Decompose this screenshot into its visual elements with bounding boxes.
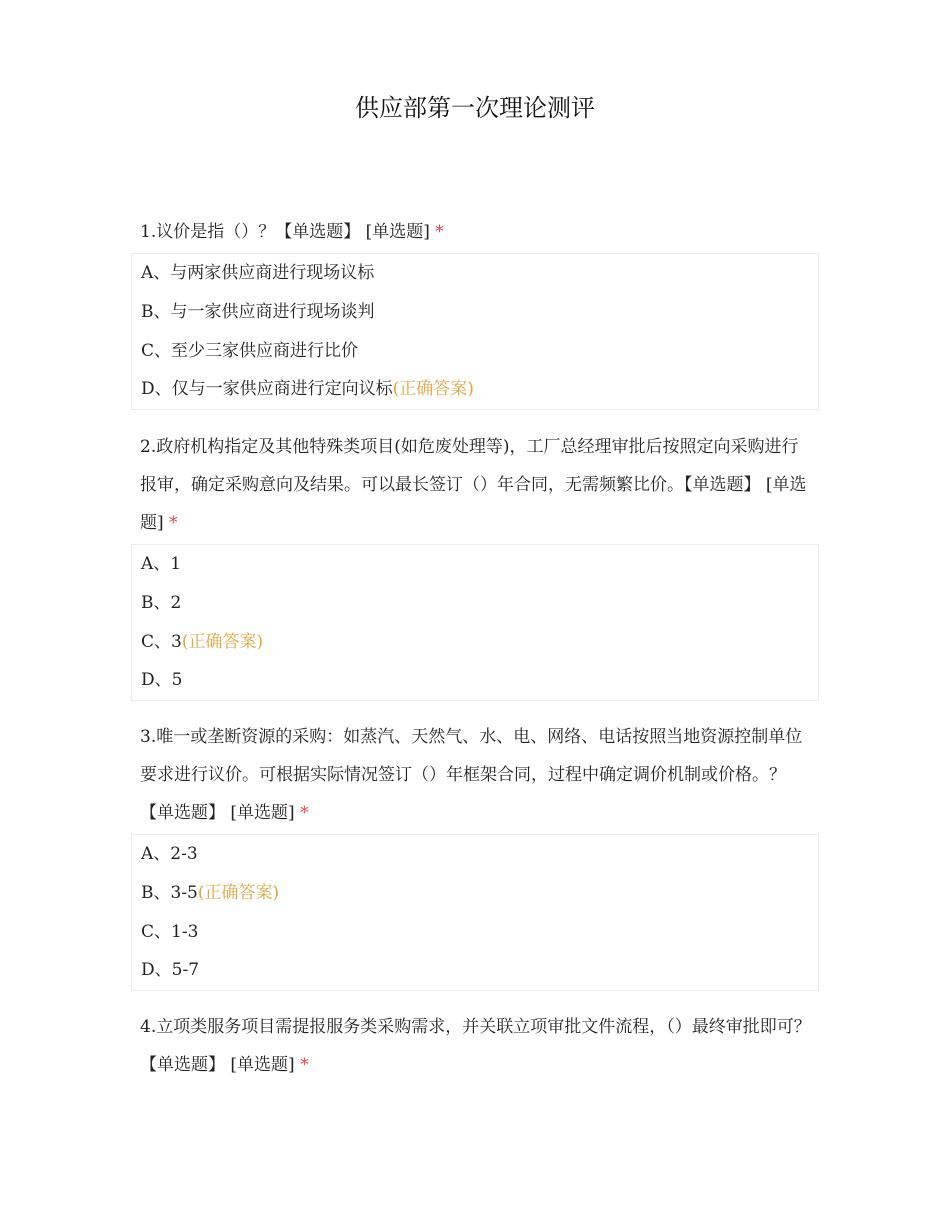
required-mark: * bbox=[300, 1055, 309, 1075]
option-b[interactable]: B、与一家供应商进行现场谈判 bbox=[141, 301, 375, 322]
question-text: 4.立项类服务项目需提报服务类采购需求，并关联立项审批文件流程，（）最终审批即可？【单选题】 [单选题] * bbox=[140, 1017, 811, 1075]
required-mark: * bbox=[435, 222, 444, 242]
options-list bbox=[131, 253, 819, 410]
page-title: 供应部第一次理论测评 bbox=[355, 94, 595, 122]
correct-answer-mark: (正确答案) bbox=[181, 631, 264, 652]
question-3 bbox=[131, 718, 819, 991]
question-text: 2.政府机构指定及其他特殊类项目(如危废处理等)，工厂总经理审批后按照定向采购进行报审，确定采购意向及结果。可以最长签订（）年合同，无需频繁比价。【单选题】 [单选题] * bbox=[140, 437, 807, 533]
question-text: 3.唯一或垄断资源的采购：如蒸汽、天然气、水、电、网络、电话按照当地资源控制单位要求进行议价。可根据实际情况签订（）年框架合同，过程中确定调价机制或价格。？【单选题】 [单选题] * bbox=[140, 727, 803, 823]
option-d[interactable]: D、5-7 bbox=[141, 960, 200, 981]
option-b[interactable]: B、3-5(正确答案) bbox=[141, 882, 280, 903]
option-c[interactable]: C、3(正确答案) bbox=[141, 631, 264, 652]
option-a[interactable]: A、2-3 bbox=[141, 844, 198, 864]
option-c[interactable]: C、至少三家供应商进行比价 bbox=[141, 340, 359, 361]
option-c[interactable]: C、1-3 bbox=[141, 921, 199, 942]
option-a[interactable]: A、与两家供应商进行现场议标 bbox=[141, 263, 375, 283]
options-list bbox=[131, 544, 819, 701]
options-list bbox=[131, 834, 819, 991]
required-mark: * bbox=[300, 803, 309, 823]
question-1 bbox=[131, 213, 819, 410]
correct-answer-mark: (正确答案) bbox=[197, 882, 280, 903]
option-a[interactable]: A、1 bbox=[141, 554, 182, 574]
correct-answer-mark: (正确答案) bbox=[392, 379, 474, 400]
question-text: 1.议价是指（）？【单选题】 [单选题] * bbox=[140, 222, 444, 242]
option-d[interactable]: D、5 bbox=[141, 670, 183, 691]
question-2 bbox=[131, 428, 819, 701]
question-4 bbox=[131, 1008, 819, 1084]
required-mark: * bbox=[169, 513, 178, 533]
option-d[interactable]: D、仅与一家供应商进行定向议标(正确答案) bbox=[141, 379, 474, 400]
option-b[interactable]: B、2 bbox=[141, 592, 182, 613]
